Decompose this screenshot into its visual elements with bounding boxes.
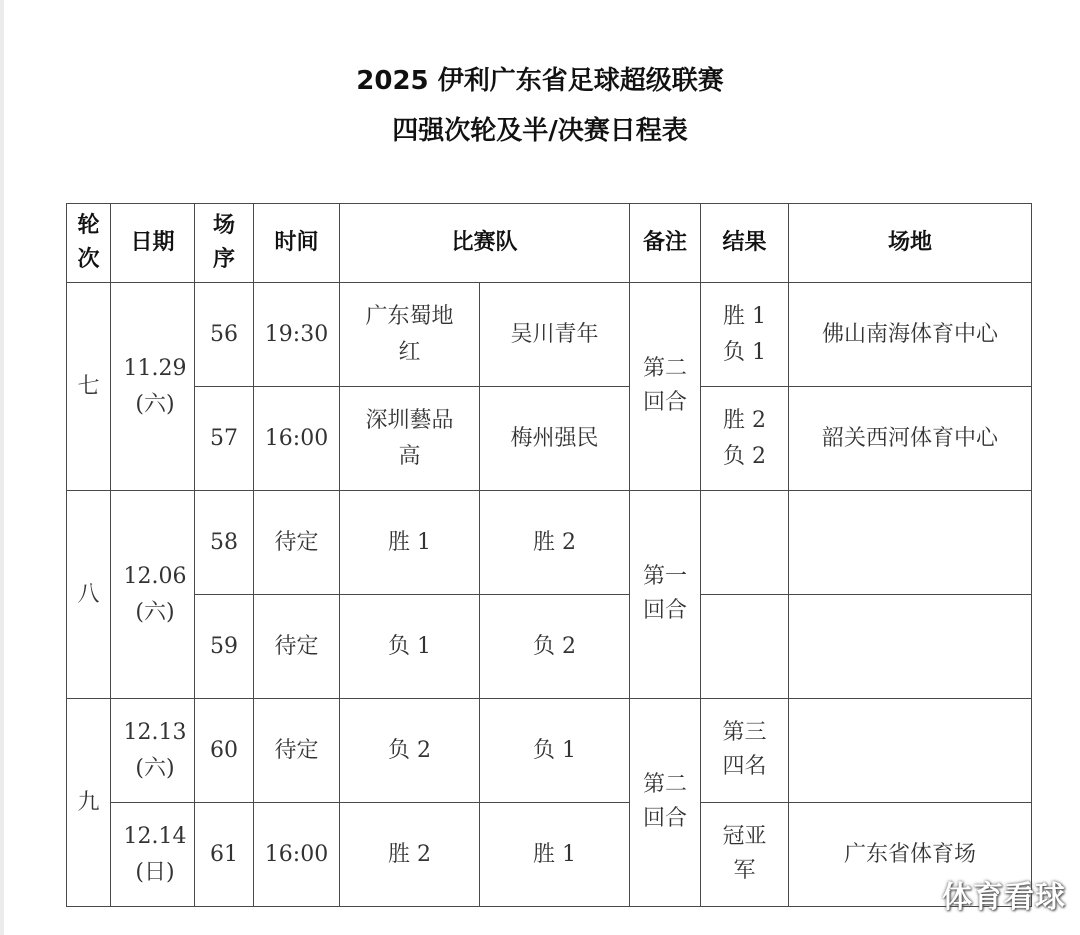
table-row (67, 491, 1032, 595)
home-team-cell: 胜 2 (340, 803, 480, 907)
date-cell: 11.29 (六) (111, 283, 195, 491)
header-row (67, 204, 1032, 283)
match-no-cell: 58 (195, 491, 254, 595)
time-cell: 19:30 (254, 283, 340, 387)
away-team-cell: 负 1 (480, 699, 630, 803)
home-team-cell: 负 1 (340, 595, 480, 699)
venue-cell: 广东省体育场 (789, 803, 1032, 907)
table-row (67, 595, 1032, 699)
header-venue: 场地 (789, 204, 1032, 283)
result-cell: 冠亚军 (701, 803, 789, 907)
title-league: 2025 伊利广东省足球超级联赛 (356, 66, 724, 96)
time-cell: 16:00 (254, 387, 340, 491)
away-team-cell: 胜 2 (480, 491, 630, 595)
match-no-cell: 56 (195, 283, 254, 387)
home-team-cell: 深圳藝品高 (340, 387, 480, 491)
away-team-cell: 梅州强民 (480, 387, 630, 491)
schedule-table (66, 203, 1032, 907)
result-cell: 第三四名 (701, 699, 789, 803)
venue-cell (789, 595, 1032, 699)
note-cell: 第二回合 (630, 283, 701, 491)
match-no-cell: 60 (195, 699, 254, 803)
time-cell: 待定 (254, 491, 340, 595)
result-cell (701, 595, 789, 699)
round-cell: 七 (67, 283, 111, 491)
away-team-cell: 胜 1 (480, 803, 630, 907)
date-cell: 12.13 (六) (111, 699, 195, 803)
date-cell: 12.06 (六) (111, 491, 195, 699)
away-team-cell: 负 2 (480, 595, 630, 699)
table-row (67, 283, 1032, 387)
match-no-cell: 59 (195, 595, 254, 699)
match-no-cell: 61 (195, 803, 254, 907)
note-cell: 第一回合 (630, 491, 701, 699)
match-no-cell: 57 (195, 387, 254, 491)
watermark: 体育看球 (942, 880, 1066, 915)
time-cell: 待定 (254, 595, 340, 699)
venue-cell (789, 699, 1032, 803)
header-match-no: 场序 (195, 204, 254, 283)
header-time: 时间 (254, 204, 340, 283)
away-team-cell: 吴川青年 (480, 283, 630, 387)
venue-cell: 韶关西河体育中心 (789, 387, 1032, 491)
round-cell: 九 (67, 699, 111, 907)
table-row (67, 803, 1032, 907)
table-row (67, 699, 1032, 803)
note-cell: 第二回合 (630, 699, 701, 907)
table-row (67, 387, 1032, 491)
header-round: 轮次 (67, 204, 111, 283)
home-team-cell: 广东蜀地红 (340, 283, 480, 387)
header-teams: 比赛队 (340, 204, 630, 283)
home-team-cell: 胜 1 (340, 491, 480, 595)
venue-cell: 佛山南海体育中心 (789, 283, 1032, 387)
header-note: 备注 (630, 204, 701, 283)
venue-cell (789, 491, 1032, 595)
header-date: 日期 (111, 204, 195, 283)
home-team-cell: 负 2 (340, 699, 480, 803)
result-cell: 胜 2 负 2 (701, 387, 789, 491)
date-cell: 12.14 (日) (111, 803, 195, 907)
time-cell: 待定 (254, 699, 340, 803)
result-cell: 胜 1 负 1 (701, 283, 789, 387)
result-cell (701, 491, 789, 595)
title-schedule: 四强次轮及半/决赛日程表 (392, 116, 688, 146)
round-cell: 八 (67, 491, 111, 699)
time-cell: 16:00 (254, 803, 340, 907)
header-result: 结果 (701, 204, 789, 283)
